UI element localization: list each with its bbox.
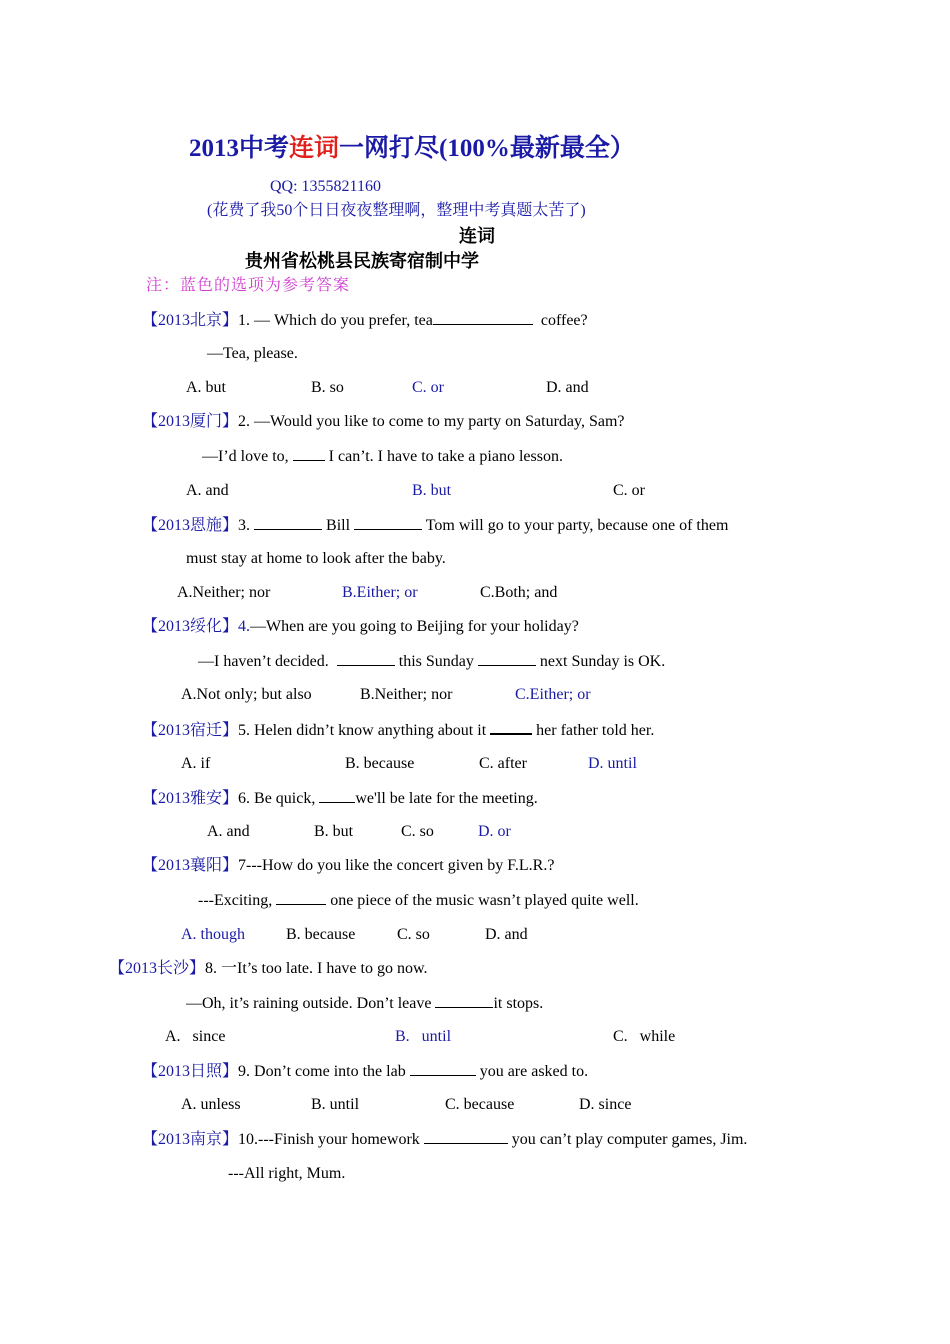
question-text: we'll be late for the meeting. (355, 790, 538, 807)
question-tag: 【2013厦门】 (142, 413, 239, 430)
question-text: 2. —Would you like to come to my party on Saturday, Sam? (238, 413, 625, 430)
question-text: Tom will go to your party, because one of them (425, 517, 729, 534)
option-d: D. and (546, 379, 589, 396)
option-c: C. so (397, 926, 430, 943)
option-d-answer: D. until (588, 755, 637, 772)
question-text: 1. — Which do you prefer, tea (238, 312, 433, 329)
question-text: one piece of the music wasn’t played quite well. (330, 892, 639, 909)
option-c: C. so (401, 823, 434, 840)
question-text: —I haven’t decided. (198, 653, 329, 670)
question-2 (142, 412, 625, 432)
question-text: this Sunday (398, 653, 474, 670)
option-b: B.Neither; nor (360, 686, 453, 703)
option-a: A. unless (181, 1096, 241, 1113)
question-text: next Sunday is OK. (539, 653, 666, 670)
question-text: —I’d love to, (202, 448, 289, 465)
answer-blank (478, 651, 536, 666)
option-c: C. or (613, 482, 645, 499)
option-a: A. and (186, 482, 229, 499)
question-8 (109, 959, 428, 979)
question-1 (142, 310, 588, 331)
answer-blank (354, 515, 422, 530)
question-tag: 【2013北京】 (142, 312, 239, 329)
option-d: D. since (579, 1096, 632, 1113)
question-text: her father told her. (536, 722, 655, 739)
title-highlight: 连词 (289, 135, 340, 162)
question-number: 4. (238, 618, 251, 635)
question-5 (142, 719, 654, 741)
option-a: A. if (181, 755, 211, 772)
question-tag: 【2013绥化】 (142, 618, 239, 635)
option-b: B. but (314, 823, 354, 840)
title-part-2: 一网打尽(100%最新最全） (339, 135, 635, 162)
option-c: C.Both; and (480, 584, 558, 601)
question-tag: 【2013日照】 (142, 1063, 239, 1080)
answer-blank (276, 890, 326, 905)
option-b: B. because (345, 755, 415, 772)
question-7 (142, 856, 554, 876)
question-tag: 【2013恩施】 (142, 517, 239, 534)
question-text: ---Exciting, (198, 892, 273, 909)
question-text: I can’t. I have to take a piano lesson. (328, 448, 563, 465)
qq-number: QQ: 1355821160 (270, 178, 381, 195)
question-text: 5. Helen didn’t know anything about it (238, 722, 487, 739)
option-d-answer: D. or (478, 823, 511, 840)
question-8-reply (186, 993, 543, 1014)
question-tag: 【2013南京】 (142, 1131, 239, 1148)
question-tag: 【2013长沙】 (109, 960, 206, 977)
question-3 (142, 515, 728, 536)
option-b-answer: B.Either; or (342, 584, 418, 601)
question-text: you are asked to. (479, 1063, 589, 1080)
answer-hint: 注：蓝色的选项为参考答案 (146, 277, 351, 294)
question-1-reply: —Tea, please. (207, 345, 298, 362)
question-text: coffee? (540, 312, 588, 329)
answer-blank (435, 993, 493, 1008)
question-text: 3. (238, 517, 251, 534)
question-2-reply (202, 446, 563, 467)
option-c-answer: C. or (412, 379, 444, 396)
option-b: B. because (286, 926, 356, 943)
title-part-1: 2013中考 (189, 135, 290, 162)
question-text: 8. 一It’s too late. I have to go now. (205, 960, 428, 977)
answer-blank (490, 719, 532, 735)
answer-blank (410, 1061, 476, 1076)
option-a-answer: A. though (181, 926, 245, 943)
option-c: C. because (445, 1096, 515, 1113)
option-c-answer: C.Either; or (515, 686, 591, 703)
school-name: 贵州省松桃县民族寄宿制中学 (245, 251, 479, 271)
option-a: A. since (165, 1028, 226, 1045)
option-c: C. after (479, 755, 527, 772)
answer-blank (254, 515, 322, 530)
option-a: A.Not only; but also (181, 686, 312, 703)
option-d: D. and (485, 926, 528, 943)
option-a: A. but (186, 379, 226, 396)
question-text: 6. Be quick, (238, 790, 316, 807)
page-title (189, 134, 635, 164)
question-9 (142, 1061, 588, 1082)
question-text: 10.---Finish your homework (238, 1131, 420, 1148)
question-tag: 【2013宿迁】 (142, 722, 239, 739)
subject-heading: 连词 (459, 226, 495, 246)
option-c: C. while (613, 1028, 676, 1045)
question-10 (142, 1129, 747, 1150)
question-text: it stops. (493, 995, 544, 1012)
question-6 (142, 788, 538, 809)
question-text: —When are you going to Beijing for your holiday? (250, 618, 579, 635)
question-3-cont: must stay at home to look after the baby. (186, 550, 446, 567)
answer-blank (337, 651, 395, 666)
option-a: A.Neither; nor (177, 584, 271, 601)
question-text: you can’t play computer games, Jim. (511, 1131, 748, 1148)
question-tag: 【2013襄阳】 (142, 857, 239, 874)
answer-blank (424, 1129, 508, 1144)
option-b-answer: B. until (395, 1028, 452, 1045)
question-text: Bill (326, 517, 351, 534)
answer-blank (319, 788, 355, 803)
option-a: A. and (207, 823, 250, 840)
question-tag: 【2013雅安】 (142, 790, 239, 807)
option-b-answer: B. but (412, 482, 452, 499)
question-7-reply (198, 890, 639, 911)
question-4 (142, 617, 579, 637)
question-10-reply: ---All right, Mum. (228, 1165, 346, 1182)
question-text: 7---How do you like the concert given by F.L.R.? (238, 857, 555, 874)
answer-blank (433, 310, 533, 325)
option-b: B. until (311, 1096, 360, 1113)
question-text: 9. Don’t come into the lab (238, 1063, 406, 1080)
author-note: (花费了我50个日日夜夜整理啊，整理中考真题太苦了) (207, 202, 586, 219)
question-text: —Oh, it’s raining outside. Don’t leave (186, 995, 432, 1012)
option-b: B. so (311, 379, 344, 396)
question-4-reply (198, 651, 665, 672)
answer-blank (293, 446, 325, 461)
